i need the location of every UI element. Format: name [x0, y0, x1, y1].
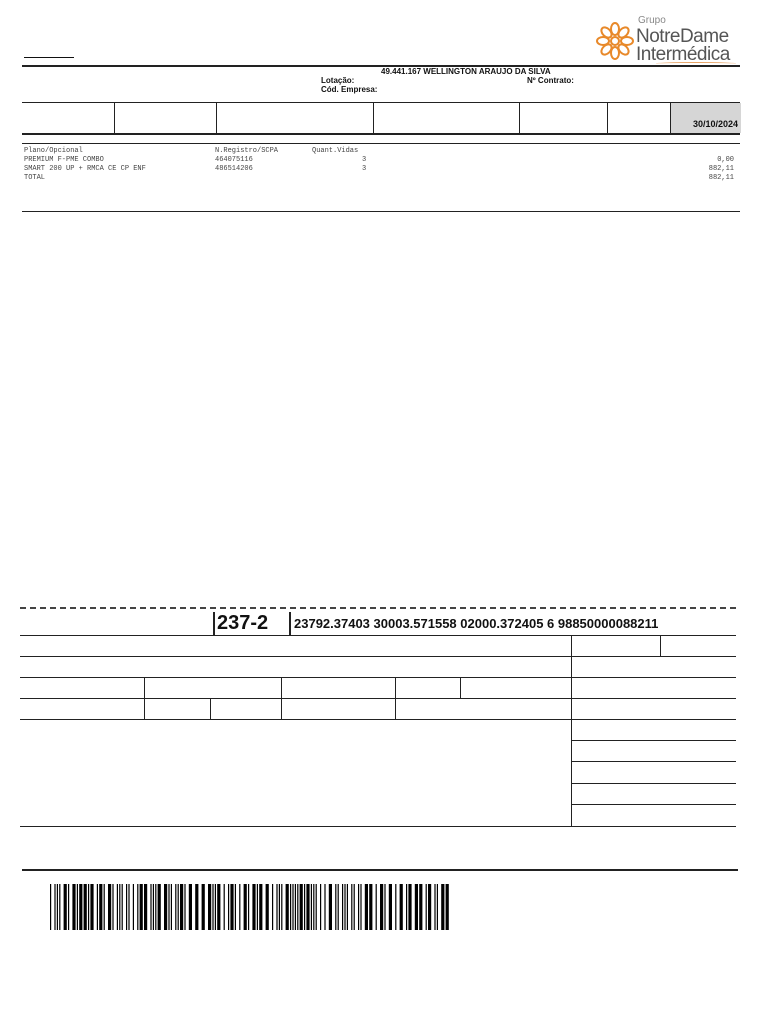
barcode-bar — [224, 884, 225, 930]
cell-divider — [519, 102, 520, 134]
plans-header-vidas: Quant.Vidas — [312, 147, 359, 155]
slip-rule — [20, 677, 736, 678]
cell-divider — [216, 102, 217, 134]
barcode-bar — [316, 884, 317, 930]
barcode-bar — [72, 884, 75, 930]
barcode-bar — [290, 884, 291, 930]
barcode-bar — [395, 884, 396, 930]
barcode-bar — [180, 884, 183, 930]
barcode-bar — [297, 884, 298, 930]
barcode-bar — [300, 884, 303, 930]
barcode-bar — [400, 884, 403, 930]
barcode-bar — [248, 884, 249, 930]
slip-rule — [571, 783, 736, 784]
barcode-bar — [437, 884, 438, 930]
table-row-plan: SMART 200 UP + RMCA CE CP ENF — [24, 165, 146, 173]
barcode-bar — [235, 884, 236, 930]
barcode-bar — [68, 884, 69, 930]
barcode-bar — [338, 884, 339, 930]
barcode-bar — [175, 884, 176, 930]
barcode-bar — [292, 884, 293, 930]
cells-top-rule — [22, 102, 740, 103]
plans-header-registro: N.Registro/SCPA — [215, 147, 279, 155]
barcode-bar — [90, 884, 93, 930]
barcode-bar — [99, 884, 102, 930]
barcode-bar — [171, 884, 172, 930]
due-date: 30/10/2024 — [692, 119, 738, 129]
barcode — [50, 884, 450, 930]
lotacao-label: Lotação: — [321, 76, 355, 85]
total-value: 882,11 — [708, 174, 734, 182]
barcode-bar — [351, 884, 352, 930]
barcode-bar — [324, 884, 325, 930]
barcode-bar — [119, 884, 120, 930]
barcode-bar — [252, 884, 255, 930]
barcode-bar — [178, 884, 179, 930]
barcode-bar — [342, 884, 343, 930]
barcode-bar — [419, 884, 422, 930]
barcode-bar — [295, 884, 296, 930]
barcode-bar — [202, 884, 205, 930]
barcode-bar — [77, 884, 78, 930]
barcode-bar — [79, 884, 82, 930]
barcode-bar — [97, 884, 98, 930]
barcode-bar — [358, 884, 359, 930]
contrato-label: Nº Contrato: — [527, 76, 574, 85]
brand-group: Grupo — [638, 15, 666, 26]
barcode-bar — [329, 884, 332, 930]
cut-line — [20, 607, 736, 609]
barcode-bar — [369, 884, 372, 930]
slip-rule — [20, 656, 736, 657]
cod-empresa-label: Cód. Empresa: — [321, 85, 378, 94]
barcode-bar — [122, 884, 123, 930]
barcode-bar — [306, 884, 309, 930]
barcode-bar — [434, 884, 435, 930]
barcode-bar — [88, 884, 89, 930]
barcode-bar — [354, 884, 355, 930]
barcode-bar — [428, 884, 431, 930]
slip-rule — [571, 761, 736, 762]
barcode-bar — [320, 884, 321, 930]
barcode-bar — [137, 884, 138, 930]
barcode-bar — [441, 884, 444, 930]
cell-divider — [670, 102, 671, 134]
barcode-bar — [208, 884, 211, 930]
barcode-bar — [304, 884, 305, 930]
barcode-bar — [104, 884, 105, 930]
barcode-bar — [272, 884, 273, 930]
brand-logo — [596, 14, 746, 66]
barcode-bar — [344, 884, 345, 930]
table-row-plan: PREMIUM F-PME COMBO — [24, 156, 104, 164]
slip-cell-divider — [210, 698, 211, 719]
barcode-bar — [153, 884, 154, 930]
bank-divider — [289, 612, 291, 636]
barcode-bar — [259, 884, 262, 930]
barcode-bar — [406, 884, 407, 930]
barcode-top-rule — [22, 869, 738, 871]
barcode-bar — [446, 884, 449, 930]
table-row-value: 882,11 — [708, 165, 734, 173]
total-label: TOTAL — [24, 174, 46, 182]
barcode-bar — [286, 884, 289, 930]
barcode-bar — [140, 884, 143, 930]
barcode-bar — [64, 884, 67, 930]
slip-rule — [20, 826, 736, 827]
barcode-bar — [313, 884, 314, 930]
brand-line1: NotreDame — [636, 26, 729, 47]
slip-cell-divider — [460, 677, 461, 698]
barcode-bar — [57, 884, 58, 930]
barcode-bar — [230, 884, 233, 930]
barcode-bar — [84, 884, 87, 930]
barcode-bar — [276, 884, 277, 930]
barcode-bar — [426, 884, 427, 930]
barcode-bar — [311, 884, 312, 930]
barcode-bar — [228, 884, 229, 930]
barcode-bar — [376, 884, 377, 930]
plans-bottom-rule — [22, 211, 740, 212]
table-row-vidas: 3 — [362, 165, 367, 173]
barcode-bar — [184, 884, 185, 930]
cells-bottom-rule — [22, 133, 740, 135]
flower-logo-icon — [596, 22, 634, 60]
slip-rule — [571, 804, 736, 805]
table-row-registro: 486514206 — [215, 165, 253, 173]
barcode-bar — [150, 884, 151, 930]
barcode-bar — [384, 884, 385, 930]
cell-divider — [114, 102, 115, 134]
barcode-bar — [50, 884, 51, 930]
barcode-bar — [257, 884, 258, 930]
barcode-bar — [215, 884, 216, 930]
barcode-bar — [239, 884, 240, 930]
cell-divider — [607, 102, 608, 134]
barcode-bar — [365, 884, 368, 930]
barcode-bar — [164, 884, 167, 930]
slip-rule — [20, 698, 736, 699]
barcode-bar — [347, 884, 348, 930]
barcode-bar — [128, 884, 129, 930]
barcode-bar — [126, 884, 127, 930]
barcode-bar — [415, 884, 418, 930]
barcode-bar — [217, 884, 220, 930]
barcode-bar — [155, 884, 156, 930]
barcode-bar — [360, 884, 361, 930]
barcode-bar — [279, 884, 280, 930]
bank-divider — [213, 612, 215, 636]
slip-rule — [571, 740, 736, 741]
barcode-bar — [117, 884, 118, 930]
client-name: 49.441.167 WELLINGTON ARAUJO DA SILVA — [381, 67, 551, 76]
cell-divider — [373, 102, 374, 134]
barcode-bar — [112, 884, 113, 930]
brand-line2: Intermédica — [636, 44, 730, 65]
slip-rule — [20, 719, 736, 720]
barcode-bar — [266, 884, 269, 930]
barcode-bar — [144, 884, 147, 930]
barcode-bar — [408, 884, 411, 930]
table-row-registro: 464075116 — [215, 156, 253, 164]
plans-header-plan: Plano/Opcional — [24, 147, 83, 155]
slip-rule — [20, 635, 736, 636]
barcode-bar — [212, 884, 213, 930]
slip-column-divider — [571, 636, 572, 826]
barcode-bar — [335, 884, 336, 930]
barcode-bar — [108, 884, 111, 930]
top-underline — [24, 57, 74, 58]
barcode-bar — [158, 884, 161, 930]
barcode-bar — [168, 884, 169, 930]
barcode-bar — [380, 884, 383, 930]
barcode-bar — [54, 884, 55, 930]
slip-cell-divider — [660, 636, 661, 656]
barcode-bar — [133, 884, 134, 930]
barcode-bar — [389, 884, 392, 930]
table-row-vidas: 3 — [362, 156, 367, 164]
barcode-bar — [195, 884, 198, 930]
plans-top-rule — [22, 143, 740, 144]
barcode-bar — [281, 884, 282, 930]
barcode-bar — [244, 884, 247, 930]
bank-code: 237-2 — [217, 612, 269, 634]
digitable-line: 23792.37403 30003.571558 02000.372405 6 98850000088211 — [294, 616, 659, 631]
barcode-bar — [189, 884, 192, 930]
table-row-value: 0,00 — [717, 156, 734, 164]
barcode-bar — [59, 884, 60, 930]
